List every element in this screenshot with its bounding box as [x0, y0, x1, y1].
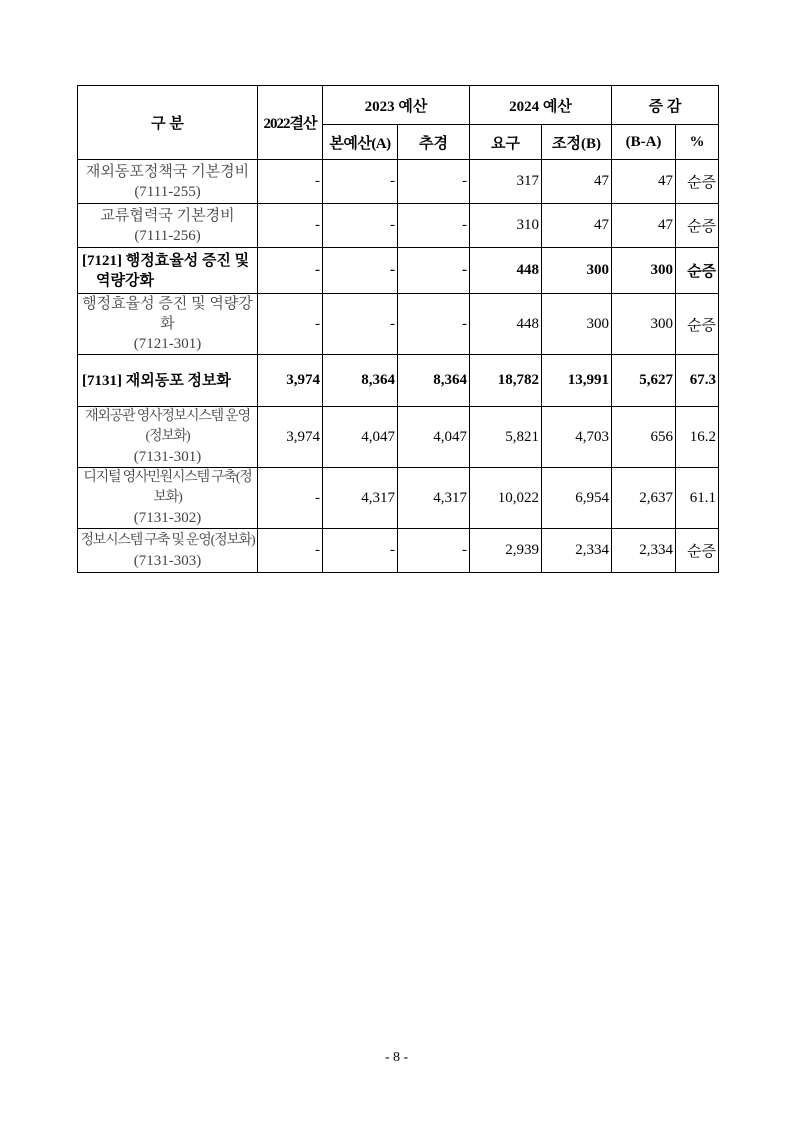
cell-2022: -: [258, 160, 323, 204]
table-row: [78, 294, 719, 355]
row-name-cell: [78, 160, 258, 204]
cell-adjusted: 47: [542, 204, 612, 248]
cell-diff: 300: [612, 294, 676, 355]
cell-diff: 2,334: [612, 529, 676, 573]
cell-diff: 656: [612, 407, 676, 468]
cell-supp: -: [398, 204, 470, 248]
row-name-cell: [78, 355, 258, 407]
cell-2022: -: [258, 294, 323, 355]
cell-pct: 순증: [676, 248, 719, 294]
budget-table: [77, 85, 719, 573]
row-name: [7131] 재외동포 정보화: [82, 372, 231, 389]
cell-diff: 2,637: [612, 468, 676, 529]
cell-request: 18,782: [470, 355, 542, 407]
cell-adjusted: 2,334: [542, 529, 612, 573]
cell-pct: 순증: [676, 204, 719, 248]
table-row: [78, 407, 719, 468]
cell-pct: 67.3: [676, 355, 719, 407]
row-name: [7121] 행정효율성 증진 및: [82, 252, 250, 269]
cell-request: 2,939: [470, 529, 542, 573]
cell-diff: 47: [612, 160, 676, 204]
row-name: 교류협력국 기본경비: [100, 207, 235, 224]
page-number: - 8 -: [384, 1050, 409, 1065]
row-code: (7131-303): [133, 552, 202, 569]
cell-2022: 3,974: [258, 355, 323, 407]
header-2022-settlement: 2022결산: [258, 86, 323, 160]
cell-base: -: [323, 529, 398, 573]
cell-supp: -: [398, 160, 470, 204]
header-category: 구 분: [78, 86, 258, 160]
header-request: 요구: [470, 125, 542, 160]
row-name-cell: [78, 204, 258, 248]
cell-request: 317: [470, 160, 542, 204]
cell-adjusted: 6,954: [542, 468, 612, 529]
cell-request: 5,821: [470, 407, 542, 468]
table-row: [78, 468, 719, 529]
cell-adjusted: 300: [542, 248, 612, 294]
table-row: [78, 529, 719, 573]
cell-pct: 순증: [676, 294, 719, 355]
cell-pct: 순증: [676, 160, 719, 204]
cell-base: 4,047: [323, 407, 398, 468]
row-name-cell: [78, 294, 258, 355]
cell-2022: -: [258, 468, 323, 529]
row-name: 디지털 영사민원시스템 구축(정보화): [83, 470, 252, 505]
row-name-cell: [78, 407, 258, 468]
cell-adjusted: 47: [542, 160, 612, 204]
cell-2022: -: [258, 529, 323, 573]
cell-request: 10,022: [470, 468, 542, 529]
cell-base: -: [323, 248, 398, 294]
row-name: 행정효율성 증진 및 역량강화: [82, 296, 253, 332]
cell-pct: 61.1: [676, 468, 719, 529]
row-code: 역량강화: [96, 272, 154, 289]
cell-diff: 5,627: [612, 355, 676, 407]
table-row: [78, 248, 719, 294]
header-2023-budget: 2023 예산: [323, 86, 470, 125]
row-name-cell: [78, 468, 258, 529]
header-diff: (B-A): [612, 125, 676, 160]
row-code: (7111-255): [134, 183, 201, 200]
header-2024-budget: 2024 예산: [470, 86, 612, 125]
cell-adjusted: 4,703: [542, 407, 612, 468]
row-name-cell: [78, 248, 258, 294]
cell-diff: 300: [612, 248, 676, 294]
cell-2022: -: [258, 248, 323, 294]
row-name-cell: [78, 529, 258, 573]
header-base-budget: 본예산(A): [323, 125, 398, 160]
row-name: 재외동포정책국 기본경비: [85, 163, 250, 180]
cell-supp: 4,317: [398, 468, 470, 529]
cell-supp: -: [398, 529, 470, 573]
cell-pct: 순증: [676, 529, 719, 573]
row-code: (7111-256): [134, 227, 201, 244]
cell-2022: 3,974: [258, 407, 323, 468]
table-row: [78, 160, 719, 204]
cell-request: 448: [470, 294, 542, 355]
cell-supp: -: [398, 248, 470, 294]
cell-supp: 4,047: [398, 407, 470, 468]
cell-base: -: [323, 294, 398, 355]
cell-supp: -: [398, 294, 470, 355]
header-supplementary: 추경: [398, 125, 470, 160]
table-row: [78, 355, 719, 407]
table-row: [78, 204, 719, 248]
row-name: 재외공관 영사정보시스템 운영(정보화): [85, 409, 250, 444]
row-name: 정보시스템 구축 및 운영(정보화): [80, 532, 255, 548]
header-change: 증 감: [612, 86, 719, 125]
cell-pct: 16.2: [676, 407, 719, 468]
cell-adjusted: 13,991: [542, 355, 612, 407]
cell-adjusted: 300: [542, 294, 612, 355]
cell-diff: 47: [612, 204, 676, 248]
cell-supp: 8,364: [398, 355, 470, 407]
row-code: (7121-301): [133, 336, 202, 352]
header-adjusted: 조정(B): [542, 125, 612, 160]
row-code: (7131-302): [133, 510, 202, 526]
row-code: (7131-301): [133, 449, 202, 465]
cell-base: -: [323, 160, 398, 204]
header-percent: %: [676, 125, 719, 160]
cell-base: 8,364: [323, 355, 398, 407]
cell-base: 4,317: [323, 468, 398, 529]
cell-base: -: [323, 204, 398, 248]
cell-request: 310: [470, 204, 542, 248]
cell-2022: -: [258, 204, 323, 248]
cell-request: 448: [470, 248, 542, 294]
